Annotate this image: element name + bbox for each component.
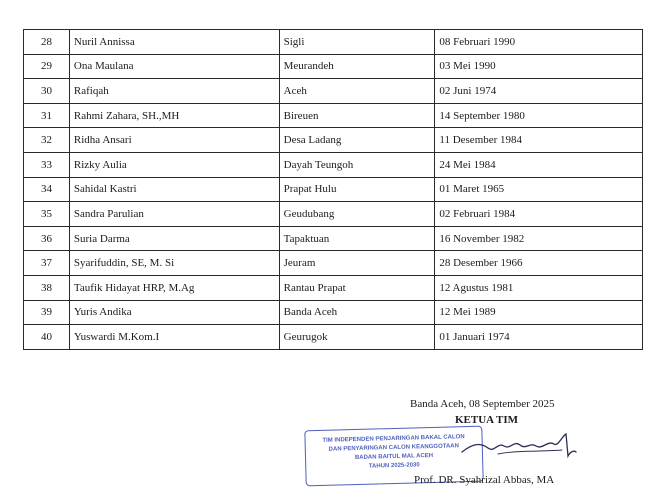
row-birthplace: Desa Ladang	[279, 128, 435, 153]
row-birthplace: Sigli	[279, 30, 435, 55]
table-row	[24, 325, 643, 350]
row-name: Ona Maulana	[69, 54, 279, 79]
table-row	[24, 79, 643, 104]
row-number: 40	[24, 325, 70, 350]
row-number: 38	[24, 275, 70, 300]
row-birthdate: 24 Mei 1984	[435, 152, 643, 177]
row-number: 31	[24, 103, 70, 128]
table-row	[24, 30, 643, 55]
row-number: 28	[24, 30, 70, 55]
row-birthdate: 28 Desember 1966	[435, 251, 643, 276]
row-birthdate: 16 November 1982	[435, 226, 643, 251]
row-birthdate: 03 Mei 1990	[435, 54, 643, 79]
table-row	[24, 152, 643, 177]
row-birthdate: 11 Desember 1984	[435, 128, 643, 153]
row-birthdate: 02 Februari 1984	[435, 202, 643, 227]
row-number: 29	[24, 54, 70, 79]
row-name: Nuril Annissa	[69, 30, 279, 55]
row-number: 35	[24, 202, 70, 227]
handwritten-signature	[458, 430, 578, 466]
table-row	[24, 251, 643, 276]
row-birthplace: Bireuen	[279, 103, 435, 128]
stamp-line: TAHUN 2025-2030	[368, 462, 420, 470]
row-birthdate: 02 Juni 1974	[435, 79, 643, 104]
row-birthdate: 08 Februari 1990	[435, 30, 643, 55]
row-name: Ridha Ansari	[69, 128, 279, 153]
row-name: Suria Darma	[69, 226, 279, 251]
row-number: 32	[24, 128, 70, 153]
row-name: Syarifuddin, SE, M. Si	[69, 251, 279, 276]
row-birthplace: Rantau Prapat	[279, 275, 435, 300]
table-row	[24, 103, 643, 128]
row-name: Yuris Andika	[69, 300, 279, 325]
stamp-line: BADAN BAITUL MAL ACEH	[354, 452, 434, 462]
row-birthplace: Tapaktuan	[279, 226, 435, 251]
row-number: 34	[24, 177, 70, 202]
table-row	[24, 128, 643, 153]
candidate-table	[23, 29, 643, 350]
row-number: 39	[24, 300, 70, 325]
table-row	[24, 226, 643, 251]
table-row	[24, 177, 643, 202]
row-name: Rahmi Zahara, SH.,MH	[69, 103, 279, 128]
row-birthdate: 14 September 1980	[435, 103, 643, 128]
signatory-name: Prof. DR. Syahrizal Abbas, MA	[414, 474, 555, 486]
row-birthplace: Prapat Hulu	[279, 177, 435, 202]
row-birthdate: 12 Mei 1989	[435, 300, 643, 325]
row-birthdate: 01 Maret 1965	[435, 177, 643, 202]
row-birthplace: Geurugok	[279, 325, 435, 350]
stamp-line: DAN PENYARINGAN CALON KEANGGOTAAN	[328, 443, 460, 453]
candidate-table-body	[24, 30, 643, 350]
row-name: Rizky Aulia	[69, 152, 279, 177]
row-birthplace: Geudubang	[279, 202, 435, 227]
row-birthplace: Jeuram	[279, 251, 435, 276]
row-number: 30	[24, 79, 70, 104]
row-name: Sahidal Kastri	[69, 177, 279, 202]
row-name: Yuswardi M.Kom.I	[69, 325, 279, 350]
row-birthplace: Aceh	[279, 79, 435, 104]
row-birthdate: 12 Agustus 1981	[435, 275, 643, 300]
row-name: Sandra Parulian	[69, 202, 279, 227]
row-birthplace: Dayah Teungoh	[279, 152, 435, 177]
table-row	[24, 54, 643, 79]
table-row	[24, 300, 643, 325]
row-birthdate: 01 Januari 1974	[435, 325, 643, 350]
row-name: Rafiqah	[69, 79, 279, 104]
row-name: Taufik Hidayat HRP, M.Ag	[69, 275, 279, 300]
row-birthplace: Banda Aceh	[279, 300, 435, 325]
signature-place-date: Banda Aceh, 08 September 2025	[410, 398, 555, 410]
row-number: 36	[24, 226, 70, 251]
table-row	[24, 275, 643, 300]
row-number: 33	[24, 152, 70, 177]
stamp-line: TIM INDEPENDEN PENJARINGAN BAKAL CALON	[322, 434, 465, 444]
row-number: 37	[24, 251, 70, 276]
table-row	[24, 202, 643, 227]
signature-title: KETUA TIM	[455, 414, 519, 426]
row-birthplace: Meurandeh	[279, 54, 435, 79]
